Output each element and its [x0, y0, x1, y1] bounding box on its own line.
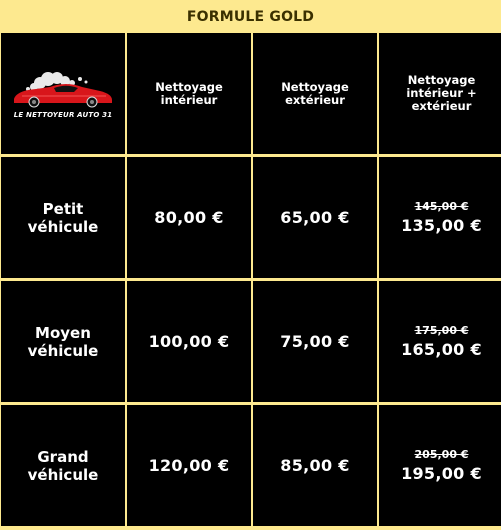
row-label: Grand véhicule [27, 447, 99, 484]
price-cell [127, 405, 251, 526]
old-price: 145,00 € [414, 200, 469, 213]
table-title: FORMULE GOLD [186, 8, 315, 25]
logo-text: LE NETTOYEUR AUTO 31 [13, 110, 113, 119]
row-label-medium [1, 281, 125, 402]
row-label-small [1, 157, 125, 278]
pricing-grid [0, 33, 501, 530]
new-price: 195,00 € [401, 464, 482, 483]
price-interior: 100,00 € [148, 332, 230, 351]
price-cell [253, 281, 377, 402]
price-cell-combo [379, 281, 501, 402]
col-header-label: Nettoyage intérieur [155, 79, 223, 107]
row-label-large [1, 405, 125, 526]
old-price: 205,00 € [414, 448, 469, 461]
price-exterior: 65,00 € [280, 208, 350, 227]
col-header-combo [379, 33, 501, 154]
row-label: Petit véhicule [27, 199, 99, 236]
price-interior: 80,00 € [154, 208, 224, 227]
col-header-label: Nettoyage extérieur [281, 79, 349, 107]
row-label: Moyen véhicule [27, 323, 99, 360]
price-cell [253, 157, 377, 278]
price-exterior: 85,00 € [280, 456, 350, 475]
price-interior: 120,00 € [148, 456, 230, 475]
logo-cell [1, 33, 125, 154]
new-price: 135,00 € [401, 216, 482, 235]
col-header-exterior [253, 33, 377, 154]
new-price: 165,00 € [401, 340, 482, 359]
price-cell [127, 157, 251, 278]
price-exterior: 75,00 € [280, 332, 350, 351]
col-header-label: Nettoyage intérieur + extérieur [406, 73, 477, 113]
price-cell-combo [379, 405, 501, 526]
price-cell [127, 281, 251, 402]
brand-logo [10, 69, 116, 119]
red-sports-car-with-foam-icon [10, 69, 116, 109]
price-cell-combo [379, 157, 501, 278]
price-cell [253, 405, 377, 526]
col-header-interior [127, 33, 251, 154]
old-price: 175,00 € [414, 324, 469, 337]
